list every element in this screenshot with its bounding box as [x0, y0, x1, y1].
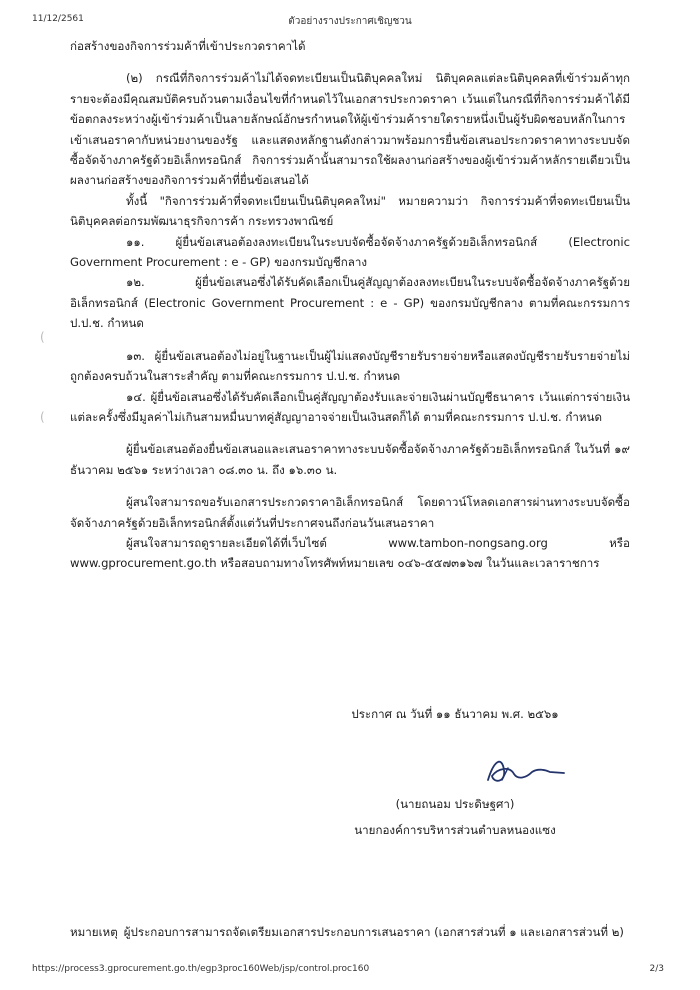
paragraph-continuation: ก่อสร้างของกิจการร่วมค้าที่เข้าประกวดราคาได้ [70, 39, 306, 53]
footnote-text: ผู้ประกอบการสามารถจัดเตรียมเอกสารประกอบการเสนอราคา (เอกสารส่วนที่ ๑ และเอกสารส่วนที่ ๒) [123, 925, 624, 939]
document-body [70, 36, 630, 574]
clause-13: ๑๓. ผู้ยื่นข้อเสนอต้องไม่อยู่ในฐานะเป็นผู้ไม่แสดงบัญชีรายรับรายจ่ายหรือแสดงบัญชีรายรับรายจ่ายไม่ถูกต้องครบถ้วนในสาระสำคัญ ตามที่คณะกรรมการ ป.ป.ช. กำหนด [70, 348, 630, 384]
paragraph-joint-venture-2: (๒) กรณีที่กิจการร่วมค้าไม่ได้จดทะเบียนเป็นนิติบุคคลใหม่ นิติบุคคลแต่ละนิติบุคคลที่เข้าร่วมค้าทุกรายจะต้องมีคุณสมบัติครบถ้วนตามเงื่อนไขที่กำหนดไว้ในเอกสารประกวดราคา เว้นแต่ในกรณีที่กิจการร่วมค้าได้มีข้อตกลงระหว่างผู้เข้าร่วมค้าเป็นลายลักษณ์อักษรกำหนดให้ผู้เข้าร่วมค้ารายใดรายหนึ่งเป็นผู้รับผิดชอบหลักในการเข้าเสนอราคากับหน่วยงานของรัฐ และแสดงหลักฐานดังกล่าวมาพร้อมการยื่นข้อเสนอประกวดราคาทางระบบจัดซื้อจัดจ้างภาครัฐด้วยอิเล็กทรอนิกส์ กิจการร่วมค้านั้นสามารถใช้ผลงานก่อสร้างของผู้เข้าร่วมค้าหลักรายเดียวเป็นผลงานก่อสร้างของกิจการร่วมค้าที่ยื่นข้อเสนอได้ [70, 71, 630, 188]
clause-14: ๑๔. ผู้ยื่นข้อเสนอซึ่งได้รับคัดเลือกเป็นคู่สัญญาต้องรับและจ่ายเงินผ่านบัญชีธนาคาร เว้นแต่การจ่ายเงินแต่ละครั้งซึ่งมีมูลค่าไม่เกินสามหมื่นบาทคู่สัญญาอาจจ่ายเป็นเงินสดก็ได้ ตามที่คณะกรรมการ ป.ป.ช. กำหนด [70, 389, 630, 424]
handwritten-signature [480, 750, 570, 790]
clause-12: ๑๒. ผู้ยื่นข้อเสนอซึ่งได้รับคัดเลือกเป็นคู่สัญญาต้องลงทะเบียนในระบบจัดซื้อจัดจ้างภาครัฐด้วยอิเล็กทรอนิกส์ (Electronic Government Procurement : e - GP) ของกรมบัญชีกลาง ตามที่คณะกรรมการ ป.ป.ช. กำหนด [70, 275, 630, 331]
signer-name: (นายถนอม ประดิษฐศา) [395, 797, 515, 811]
print-date: 11/12/2561 [32, 14, 84, 24]
margin-mark: ( [40, 330, 45, 344]
signer-position: นายกองค์การบริหารส่วนตำบลหนองแซง [354, 823, 556, 837]
paragraph-documents: ผู้สนใจสามารถขอรับเอกสารประกวดราคาอิเล็กทรอนิกส์ โดยดาวน์โหลดเอกสารผ่านทางระบบจัดซื้อจัดจ้างภาครัฐด้วยอิเล็กทรอนิกส์ตั้งแต่วันที่ประกาศจนถึงก่อนวันเสนอราคา [70, 495, 630, 530]
clause-11: ๑๑. ผู้ยื่นข้อเสนอต้องลงทะเบียนในระบบจัดซื้อจัดจ้างภาครัฐด้วยอิเล็กทรอนิกส์ (Electronic Government Procurement : e - GP) ของกรมบัญชีกลาง [70, 234, 630, 270]
footnote-label: หมายเหตุ [70, 925, 118, 939]
paragraph-definition: ทั้งนี้ "กิจการร่วมค้าที่จดทะเบียนเป็นนิติบุคคลใหม่" หมายความว่า กิจการร่วมค้าที่จดทะเบียนเป็นนิติบุคคลต่อกรมพัฒนาธุรกิจการค้า กระทรวงพาณิชย์ [70, 193, 630, 229]
page-number: 2/3 [649, 964, 664, 974]
announcement-date: ประกาศ ณ วันที่ ๑๑ ธันวาคม พ.ศ. ๒๕๖๑ [351, 707, 559, 721]
print-url: https://process3.gprocurement.go.th/egp3proc160Web/jsp/control.proc160 [32, 964, 370, 974]
margin-mark: ( [40, 410, 45, 424]
paragraph-submission: ผู้ยื่นข้อเสนอต้องยื่นข้อเสนอและเสนอราคาทางระบบจัดซื้อจัดจ้างภาครัฐด้วยอิเล็กทรอนิกส์ ในวันที่ ๑๙ ธันวาคม ๒๕๖๑ ระหว่างเวลา ๐๘.๓๐ น. ถึง ๑๖.๓๐ น. [70, 442, 630, 477]
paragraph-contact-info: ผู้สนใจสามารถดูรายละเอียดได้ที่เว็บไซต์ www.tambon-nongsang.org หรือ www.gprocurement.go.th หรือสอบถามทางโทรศัพท์หมายเลข ๐๔๖-๕๕๗๓๑๖๗ ในวันและเวลาราชการ [70, 535, 630, 571]
footnote [70, 924, 670, 942]
print-title: ตัวอย่างรางประกาศเชิญชวน [288, 16, 412, 27]
